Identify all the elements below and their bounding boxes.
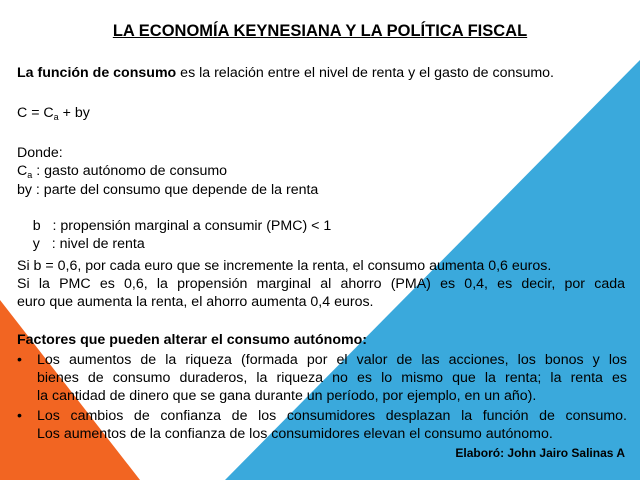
slide-title: LA ECONOMÍA KEYNESIANA Y LA POLÍTICA FISCAL [112, 22, 528, 40]
example-line: Si b = 0,6, por cada euro que se incremente la renta, el consumo aumenta 0,6 euros. [17, 258, 552, 274]
definition-text: es la relación entre el nivel de renta y el gasto de consumo. [176, 65, 554, 81]
donde-item-b: b : propensión marginal a consumir (PMC) < 1 [32, 218, 332, 234]
factor-item-confidence: Los cambios de confianza de los consumidores desplazan la función de consumo. Los aumentos de la confianza de los consumidores elevan el consumo autónomo. [37, 408, 627, 442]
consumption-function-definition [17, 64, 554, 82]
factor-item-wealth: Los aumentos de la riqueza (formada por el valor de las acciones, los bonos y los bienes de consumo duraderos, la riqueza no es lo mismo que la renta; la renta es la cantidad de dinero que se gana durante un período, por ejemplo, en un año). [37, 352, 627, 404]
donde-item-ca: $C_a$ : gasto autónomo de consumo [17, 163, 228, 180]
author-credit: Elaboró: John Jairo Salinas A [455, 446, 625, 460]
donde-heading: Donde: [17, 145, 63, 161]
donde-item-by: by : parte del consumo que depende de la renta [17, 182, 319, 198]
donde-item-y: y : nivel de renta [32, 236, 145, 252]
factors-heading: Factores que pueden alterar el consumo autónomo: [17, 332, 368, 348]
definition-term: La función de consumo [17, 65, 177, 81]
consumption-formula: $C = C_a$ + by [17, 105, 90, 122]
bullet-marker: • [17, 352, 22, 368]
bullet-marker: • [17, 408, 22, 424]
example-paragraph: Si la PMC es 0,6, la propensión marginal al ahorro (PMA) es 0,4, es decir, por cada euro que aumenta la renta, el ahorro aumenta 0,4 euros. [17, 276, 625, 310]
